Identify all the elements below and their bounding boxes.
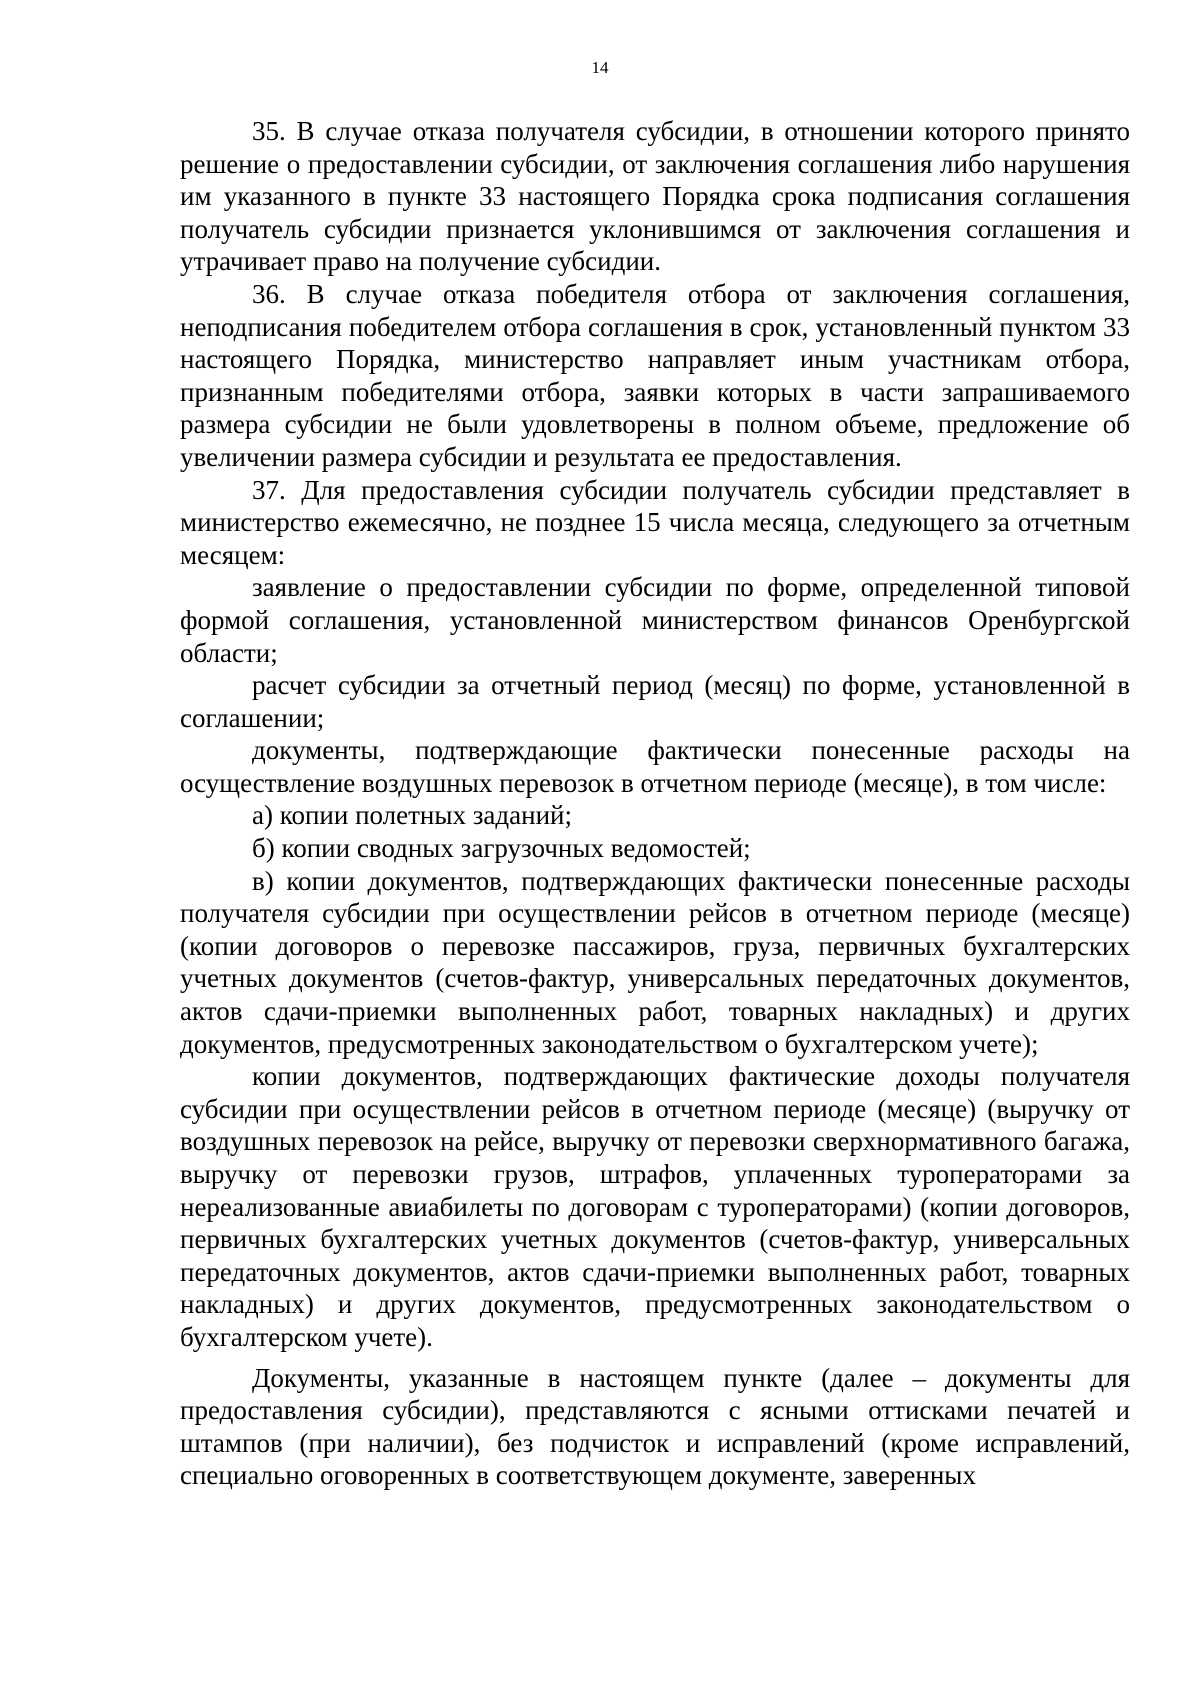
paragraph-36: 36. В случае отказа победителя отбора от заключения соглашения, неподписания победителем отбора соглашения в срок, установленный пунктом 33 настоящего Порядка, министерство направляет иным участникам отбора, признанным победителями отбора, заявки которых в части запрашиваемого размера субсидии не были удовлетворены в полном объеме, предложение об увеличении размера субсидии и результата ее предоставления.: [180, 278, 1130, 472]
paragraph-35: 35. В случае отказа получателя субсидии, в отношении которого принято решение о предоставлении субсидии, от заключения соглашения либо нарушения им указанного в пункте 33 настоящего Порядка срока подписания соглашения получатель субсидии признается уклонившимся от заключения соглашения и утрачивает право на получение субсидии.: [180, 116, 1130, 277]
page-number: 14: [591, 58, 609, 77]
paragraph-37: 37. Для предоставления субсидии получатель субсидии представляет в министерство ежемесячно, не позднее 15 числа месяца, следующего за отчетным месяцем:: [180, 474, 1130, 570]
paragraph-calculation: расчет субсидии за отчетный период (месяц) по форме, установленной в соглашении;: [180, 670, 1130, 733]
list-item-b: б) копии сводных загрузочных ведомостей;: [252, 833, 751, 864]
paragraph-expense-documents: документы, подтверждающие фактически понесенные расходы на осуществление воздушных перевозок в отчетном периоде (месяце), в том числе:: [180, 735, 1130, 798]
list-item-v: в) копии документов, подтверждающих фактически понесенные расходы получателя субсидии при осуществлении рейсов в отчетном периоде (месяце) (копии договоров о перевозке пассажиров, груза, первичных бухгалтерских учетных документов (счетов-фактур, универсальных передаточных документов, актов сдачи-приемки выполненных работ, товарных накладных) и других документов, предусмотренных законодательством о бухгалтерском учете);: [180, 865, 1130, 1059]
paragraph-income-documents: копии документов, подтверждающих фактические доходы получателя субсидии при осуществлении рейсов в отчетном периоде (месяце) (выручку от воздушных перевозок на рейсе, выручку от перевозки сверхнормативного багажа, выручку от перевозки грузов, штрафов, уплаченных туроператорами за нереализованные авиабилеты по договорам с туроператорами) (копии договоров, первичных бухгалтерских учетных документов (счетов-фактур, универсальных передаточных документов, актов сдачи-приемки выполненных работ, товарных накладных) и других документов, предусмотренных законодательством о бухгалтерском учете).: [180, 1061, 1130, 1352]
list-item-a: а) копии полетных заданий;: [252, 800, 572, 831]
paragraph-application: заявление о предоставлении субсидии по форме, определенной типовой формой соглашения, установленной министерством финансов Оренбургской области;: [180, 572, 1130, 668]
document-body: [180, 115, 1130, 1492]
paragraph-documents-requirements: Документы, указанные в настоящем пункте (далее – документы для предоставления субсидии), представляются с ясными оттисками печатей и штампов (при наличии), без подчисток и исправлений (кроме исправлений, специально оговоренных в соответствующем документе, заверенных: [180, 1362, 1130, 1491]
